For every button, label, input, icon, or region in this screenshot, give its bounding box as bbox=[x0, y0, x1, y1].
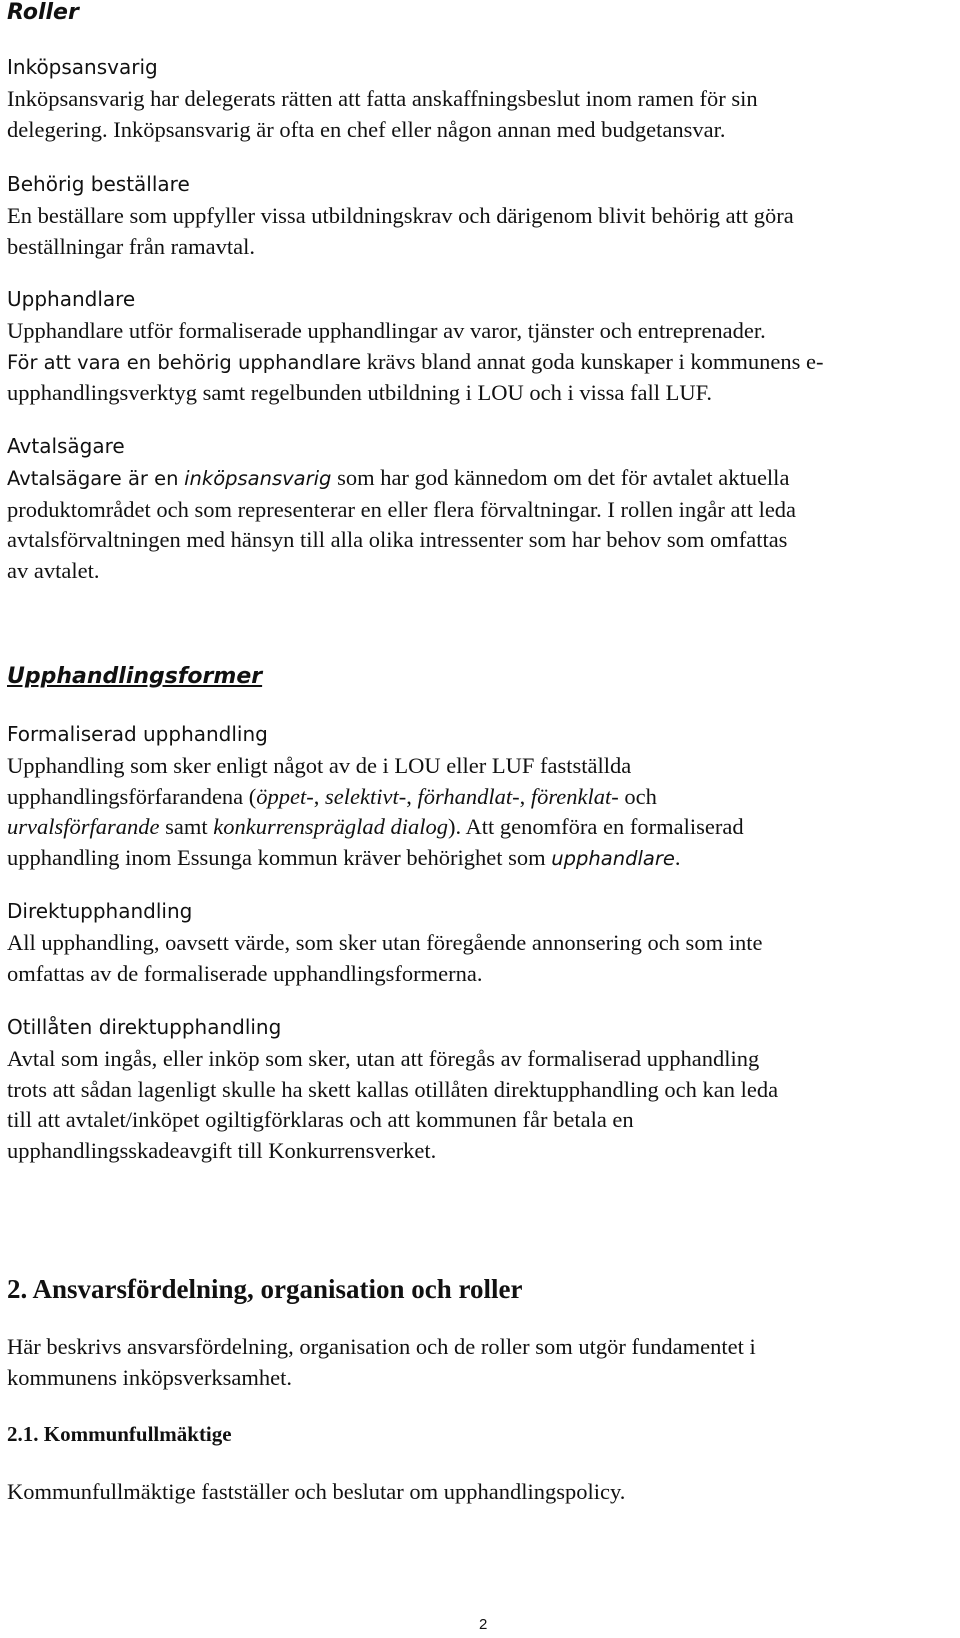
text-line: En beställare som uppfyller vissa utbildningskrav och därigenom blivit behörig att göra bbox=[7, 203, 794, 228]
text-segment-italic: upphandlare bbox=[551, 846, 675, 870]
paragraph-direktupphandling bbox=[7, 928, 955, 989]
text-segment: upphandling inom Essunga kommun kräver behörighet som bbox=[7, 844, 552, 870]
text-segment-italic: konkurrenspräglad dialog bbox=[213, 814, 449, 839]
term-upphandlare: Upphandlare bbox=[7, 287, 136, 311]
page-number: 2 bbox=[479, 1616, 488, 1633]
text-line: till att avtalet/inköpet ogiltigförklaras och att kommunen får betala en bbox=[7, 1107, 634, 1132]
text-segment: . bbox=[674, 844, 681, 870]
text-line: trots att sådan lagenligt skulle ha skett kallas otillåten direktupphandling och kan leda bbox=[7, 1076, 779, 1102]
text-segment-italic: inköpsansvarig bbox=[184, 467, 332, 490]
text-line: Här beskrivs ansvarsfördelning, organisation och de roller som utgör fundamentet i bbox=[7, 1334, 756, 1359]
text-segment: För att vara en behörig upphandlare bbox=[7, 350, 362, 374]
heading-section-2: 2. Ansvarsfördelning, organisation och roller bbox=[7, 1274, 523, 1304]
term-formaliserad-upphandling: Formaliserad upphandling bbox=[7, 722, 268, 746]
text-segment: - och bbox=[611, 783, 657, 809]
section-title-roller: Roller bbox=[7, 0, 79, 25]
text-segment: som har god kännedom om det för avtalet aktuella bbox=[337, 465, 790, 490]
paragraph-inkopsansvarig bbox=[7, 84, 955, 145]
term-inkopsansvarig: Inköpsansvarig bbox=[7, 55, 158, 79]
paragraph-avtalsagare bbox=[7, 463, 955, 586]
text-segment: samt bbox=[159, 814, 214, 839]
text-segment-italic: förenklat bbox=[530, 783, 612, 809]
text-line: avtalsförvaltningen med hänsyn till alla olika intressenter som har behov som omfattas bbox=[7, 527, 788, 552]
text-line: produktområdet och som representerar en eller flera förvaltningar. I rollen ingår att leda bbox=[7, 496, 797, 522]
text-segment: ). Att genomföra en formaliserad bbox=[448, 814, 744, 839]
term-otillaten-direktupphandling: Otillåten direktupphandling bbox=[7, 1015, 282, 1039]
text-segment: -, bbox=[306, 783, 326, 809]
text-line: Upphandling som sker enligt något av de i LOU eller LUF fastställda bbox=[7, 753, 632, 778]
text-segment: upphandlingsförfarandena ( bbox=[7, 783, 257, 809]
text-line: omfattas av de formaliserade upphandlingsformerna. bbox=[7, 960, 483, 986]
text-segment-italic: selektivt bbox=[325, 783, 399, 809]
text-line: Kommunfullmäktige fastställer och beslutar om upphandlingspolicy. bbox=[7, 1479, 626, 1504]
text-line: Avtal som ingås, eller inköp som sker, utan att föregås av formaliserad upphandling bbox=[7, 1046, 760, 1071]
text-segment-italic: öppet bbox=[256, 783, 307, 809]
text-segment: -, bbox=[398, 783, 418, 809]
paragraph-section-2-1 bbox=[7, 1477, 955, 1508]
section-title-upphandlingsformer: Upphandlingsformer bbox=[7, 664, 263, 689]
term-behorig-bestallare: Behörig beställare bbox=[7, 172, 190, 196]
paragraph-otillaten-direktupphandling bbox=[7, 1044, 955, 1166]
text-segment: -, bbox=[512, 783, 531, 809]
text-line: upphandlingsskadeavgift till Konkurrensverket. bbox=[7, 1137, 437, 1163]
text-line: Inköpsansvarig har delegerats rätten att fatta anskaffningsbeslut inom ramen för sin bbox=[7, 86, 758, 111]
text-line: delegering. Inköpsansvarig är ofta en chef eller någon annan med budgetansvar. bbox=[7, 116, 726, 142]
text-line: kommunens inköpsverksamhet. bbox=[7, 1364, 292, 1390]
text-line: beställningar från ramavtal. bbox=[7, 233, 256, 259]
heading-section-2-1: 2.1. Kommunfullmäktige bbox=[7, 1422, 232, 1446]
term-avtalsagare: Avtalsägare bbox=[7, 434, 125, 458]
text-segment-italic: urvalsförfarande bbox=[7, 814, 160, 839]
text-segment: Avtalsägare är en bbox=[7, 467, 179, 490]
text-segment: krävs bland annat goda kunskaper i kommunens e- bbox=[361, 348, 824, 374]
paragraph-formaliserad-upphandling bbox=[7, 751, 955, 874]
term-direktupphandling: Direktupphandling bbox=[7, 899, 193, 923]
paragraph-section-2 bbox=[7, 1332, 955, 1393]
text-line: av avtalet. bbox=[7, 557, 100, 583]
paragraph-behorig-bestallare bbox=[7, 201, 955, 262]
text-line: All upphandling, oavsett värde, som sker utan föregående annonsering och som inte bbox=[7, 930, 763, 955]
text-segment-italic: förhandlat bbox=[417, 783, 513, 809]
text-line: Upphandlare utför formaliserade upphandlingar av varor, tjänster och entreprenader. bbox=[7, 318, 766, 343]
text-line: upphandlingsverktyg samt regelbunden utbildning i LOU och i vissa fall LUF. bbox=[7, 380, 712, 405]
paragraph-upphandlare bbox=[7, 316, 955, 409]
